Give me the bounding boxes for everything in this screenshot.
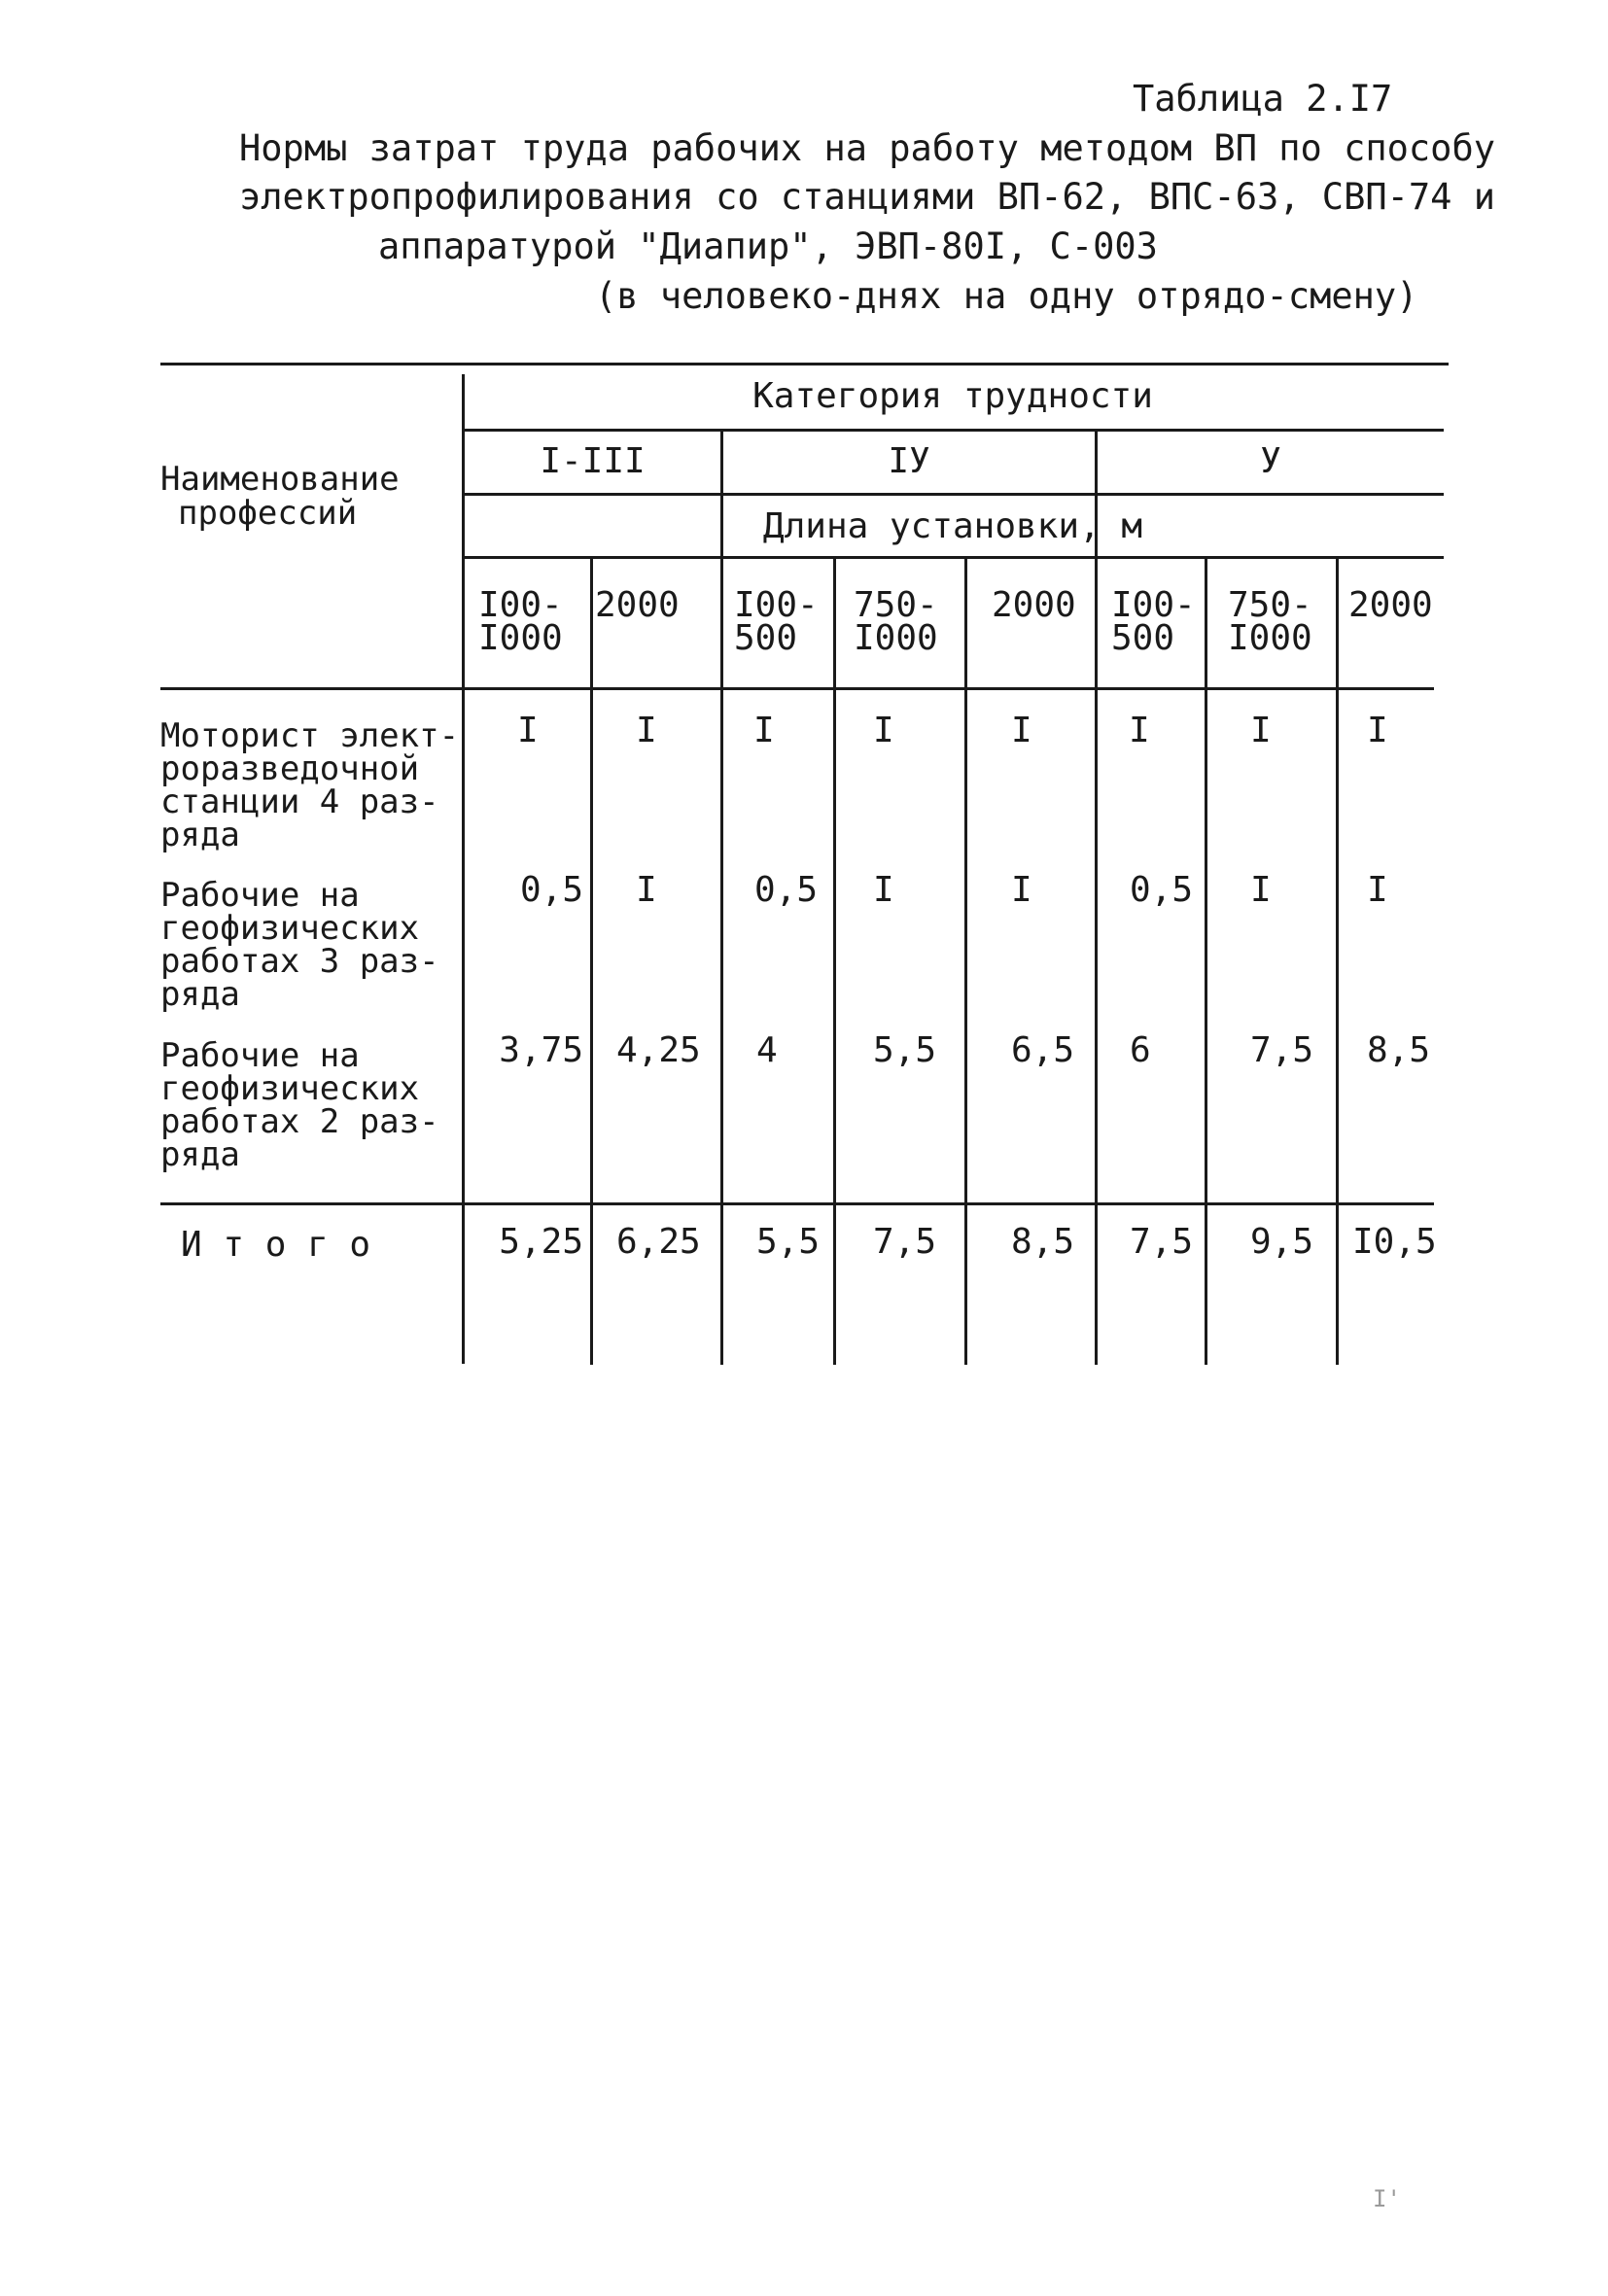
category-rule-1 [720,429,723,1365]
length-col-1-line-1: I00- [478,585,563,625]
length-col-3-line-2: 500 [734,618,798,658]
category-iv: IУ [888,441,930,481]
row-3-name-line-3: работах 2 раз- [160,1102,439,1141]
row-3-name-line-1: Рабочие на [160,1036,360,1075]
row-2-name-line-3: работах 3 раз- [160,942,439,981]
total-value-6: 7,5 [1130,1222,1194,1262]
row-2-value-1: 0,5 [519,870,583,910]
length-col-1-line-2: I000 [478,618,563,658]
table-number: Таблица 2.I7 [1133,78,1393,120]
row-1-name-line-1: Моторист элект- [160,716,460,755]
row-1-value-7: I [1250,711,1272,750]
row-2-value-5: I [1011,870,1032,910]
row-1-value-2: I [636,711,657,750]
row-2-value-3: 0,5 [754,870,819,910]
total-value-5: 8,5 [1011,1222,1075,1262]
table-title-line-1: Нормы затрат труда рабочих на работу методом ВП по способу [239,127,1496,169]
total-rule [160,1202,1434,1205]
length-col-6-line-2: 500 [1111,618,1175,658]
row-3-name-line-4: ряда [160,1135,240,1174]
total-value-4: 7,5 [873,1222,937,1262]
length-col-4-line-2: I000 [854,618,938,658]
row-3-value-7: 7,5 [1250,1030,1314,1070]
row-1-name-line-2: роразведочной [160,749,420,788]
profession-header-line-1: Наименование [160,460,400,499]
row-2-value-2: I [636,870,657,910]
row-1-name-line-4: ряда [160,816,240,854]
row-1-value-3: I [753,711,775,750]
table-title-line-3: аппаратурой "Диапир", ЭВП-80I, С-003 [378,226,1158,267]
length-col-7-line-1: 750- [1228,585,1312,625]
row-1-value-8: I [1367,711,1388,750]
row-3-value-5: 6,5 [1011,1030,1075,1070]
row-3-value-6: 6 [1130,1030,1151,1070]
total-value-1: 5,25 [499,1222,583,1262]
page-mark: I' [1373,2185,1401,2212]
total-value-3: 5,5 [756,1222,821,1262]
length-rule [462,556,1444,559]
row-2-value-4: I [873,870,894,910]
row-3-value-4: 5,5 [873,1030,937,1070]
length-col-2: 2000 [595,585,680,625]
length-col-6-line-1: I00- [1111,585,1196,625]
row-3-value-3: 4 [756,1030,778,1070]
row-1-value-1: I [517,711,539,750]
column-rule-6 [1205,556,1207,1365]
row-1-value-4: I [873,711,894,750]
column-rule-1 [590,556,593,1365]
row-2-name-line-2: геофизических [160,909,420,948]
length-header: Длина установки, м [762,506,1143,546]
column-rule-3 [833,556,836,1365]
table-title-line-2: электропрофилирования со станциями ВП-62, ВПС-63, СВП-74 и [239,176,1496,218]
length-col-4-line-1: 750- [854,585,938,625]
category-rule [462,429,1444,432]
row-2-name-line-1: Рабочие на [160,876,360,915]
category-v: У [1260,441,1281,481]
table-top-rule [160,363,1449,365]
row-2-value-7: I [1250,870,1272,910]
header-bottom-rule [160,687,1434,690]
category-i-iii: I-III [540,441,646,481]
total-value-7: 9,5 [1250,1222,1314,1262]
category-header: Категория трудности [752,376,1153,416]
length-col-3-line-1: I00- [734,585,819,625]
row-3-value-2: 4,25 [616,1030,701,1070]
table-units: (в человеко-днях на одну отрядо-смену) [595,275,1418,317]
row-1-value-5: I [1011,711,1032,750]
row-1-name-line-3: станции 4 раз- [160,783,439,821]
profession-header-line-2: профессий [178,494,358,533]
length-col-5: 2000 [992,585,1076,625]
total-value-8: I0,5 [1352,1222,1437,1262]
row-2-name-line-4: ряда [160,975,240,1014]
total-value-2: 6,25 [616,1222,701,1262]
row-2-value-6: 0,5 [1130,870,1194,910]
row-3-value-1: 3,75 [499,1030,583,1070]
column-rule-7 [1336,556,1339,1365]
column-rule-4 [964,556,967,1365]
row-3-value-8: 8,5 [1367,1030,1431,1070]
category-bottom-rule [462,493,1444,496]
row-3-name-line-2: геофизических [160,1069,420,1108]
total-label: И т о г о [181,1225,371,1265]
row-2-value-8: I [1367,870,1388,910]
row-1-value-6: I [1129,711,1150,750]
category-rule-2 [1095,429,1098,1365]
length-col-8: 2000 [1348,585,1433,625]
length-col-7-line-2: I000 [1228,618,1312,658]
